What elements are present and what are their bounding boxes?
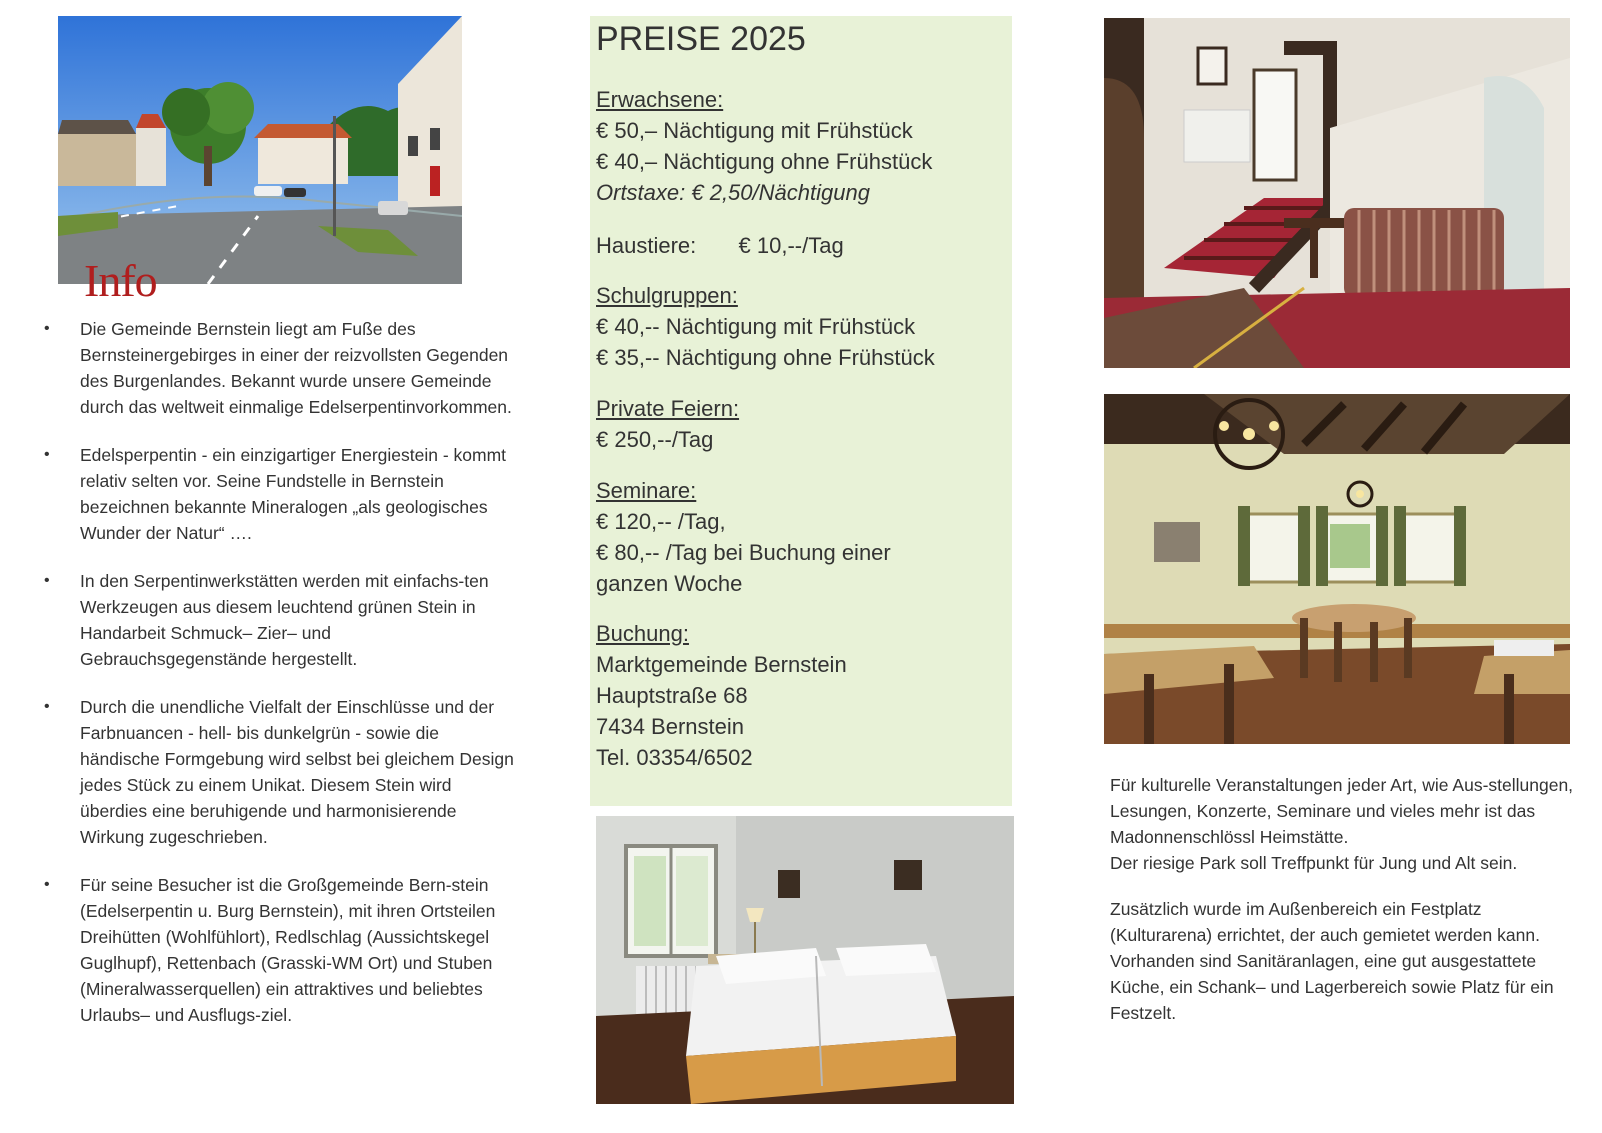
price-title: PREISE 2025	[596, 20, 806, 58]
booking-org: Marktgemeinde Bernstein	[596, 652, 847, 677]
booking-section	[596, 618, 847, 773]
pets-label: Haustiere:	[596, 233, 697, 258]
list-item: • Edelsperpentin - ein einzigartiger Energiestein - kommt relativ selten vor. Seine Fundstelle in Bernstein bezeichnen bekannte Mineralogen „als geologisches Wunder der Natur“ ….	[44, 442, 514, 546]
park-text: Der riesige Park soll Treffpunkt für Jung und Alt sein.	[1110, 853, 1518, 873]
seminars-price-day: € 120,-- /Tag,	[596, 509, 726, 534]
tourist-tax: Ortstaxe: € 2,50/Nächtigung	[596, 180, 870, 205]
schools-heading: Schulgruppen:	[596, 283, 738, 308]
info-list	[44, 316, 514, 1028]
price-section-schools	[596, 280, 935, 373]
booking-city: 7434 Bernstein	[596, 714, 744, 739]
events-paragraph	[1110, 772, 1580, 876]
list-item: • Die Gemeinde Bernstein liegt am Fuße des Bernsteinergebirges in einer der reizvollsten Gegenden des Burgenlandes. Bekannt wurde unsere Gemeinde durch das weltweit einmalige Edelserpentinvorkommen.	[44, 316, 514, 420]
seminars-price-week-cont: ganzen Woche	[596, 571, 743, 596]
parties-heading: Private Feiern:	[596, 396, 740, 421]
round-hall-photo	[1104, 394, 1570, 744]
price-section-seminars	[596, 475, 891, 599]
list-item: • In den Serpentinwerkstätten werden mit einfachs-ten Werkzeugen aus diesem leuchtend grünen Stein in Handarbeit Schmuck– Zier– und Gebrauchsgegenstände hergestellt.	[44, 568, 514, 672]
festival-area-paragraph: Zusätzlich wurde im Außenbereich ein Festplatz (Kulturarena) errichtet, der auch gemietet werden kann. Vorhanden sind Sanitäranlagen, eine gut ausgestattete Küche, ein Schank– und Lagerbereich sowie Platz für ein Festzelt.	[1110, 899, 1554, 1023]
schools-price-without-breakfast: € 35,-- Nächtigung ohne Frühstück	[596, 345, 935, 370]
booking-street: Hauptstraße 68	[596, 683, 748, 708]
pets-price: € 10,--/Tag	[738, 233, 844, 258]
staircase-hall-photo	[1104, 18, 1570, 368]
schools-price-with-breakfast: € 40,-- Nächtigung mit Frühstück	[596, 314, 916, 339]
events-text: Für kulturelle Veranstaltungen jeder Art, wie Aus-stellungen, Lesungen, Konzerte, Seminare und vieles mehr ist das Madonnenschlössl Heimstätte.	[1110, 775, 1574, 847]
price-section-parties	[596, 393, 739, 455]
list-item: • Durch die unendliche Vielfalt der Einschlüsse und der Farbnuancen - hell- bis dunkelgrün - sowie die händische Formgebung wird selbst bei gleichem Design jedes Stück zu einem Unikat. Diesem Stein wird überdies eine beruhigende und harmonisierende Wirkung zugeschrieben.	[44, 694, 514, 850]
price-section-adults	[596, 84, 932, 208]
booking-heading: Buchung:	[596, 621, 689, 646]
seminars-heading: Seminare:	[596, 478, 697, 503]
price-section-pets	[596, 230, 844, 261]
adults-price-with-breakfast: € 50,– Nächtigung mit Frühstück	[596, 118, 913, 143]
list-item: • Für seine Besucher ist die Großgemeinde Bern-stein (Edelserpentin u. Burg Bernstein), mit ihren Ortsteilen Dreihütten (Wohlfühlort), Redlschlag (Aussichtskegel Guglhupf), Rettenbach (Grasski-WM Ort) und Stuben (Mineralwasserquellen) ein attraktives und beliebtes Urlaubs– und Ausflugs-ziel.	[44, 872, 514, 1028]
adults-price-without-breakfast: € 40,– Nächtigung ohne Frühstück	[596, 149, 933, 174]
booking-phone: Tel. 03354/6502	[596, 745, 753, 770]
bedroom-photo	[596, 816, 1014, 1104]
village-street-photo	[58, 16, 462, 284]
seminars-price-week: € 80,-- /Tag bei Buchung einer	[596, 540, 891, 565]
adults-heading: Erwachsene:	[596, 87, 724, 112]
info-heading: Info	[84, 255, 157, 306]
parties-price: € 250,--/Tag	[596, 427, 714, 452]
